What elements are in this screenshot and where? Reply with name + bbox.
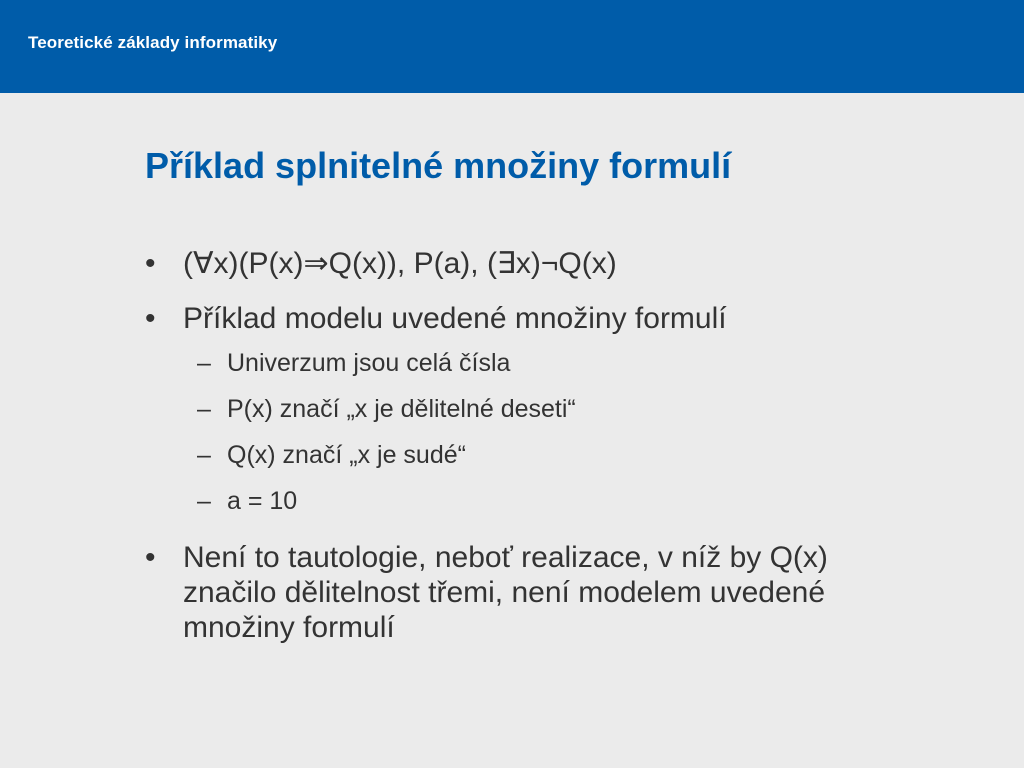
slide-title: Příklad splnitelné množiny formulí (145, 145, 732, 186)
sub-marker: – (197, 349, 211, 377)
bullet-marker: • (145, 247, 156, 280)
header-bar (0, 0, 1024, 93)
sub-item-text: a = 10 (227, 487, 298, 515)
sub-item-q-definition (145, 440, 945, 470)
sub-marker: – (197, 487, 211, 515)
course-title: Teoretické základy informatiky (28, 33, 278, 52)
bullet-formulas (145, 246, 945, 281)
bullet-text: Není to tautologie, neboť realizace, v níž by Q(x) značilo dělitelnost třemi, není modelem uvedené množiny formulí (183, 541, 828, 644)
bullet-text: (∀x)(P(x)⇒Q(x)), P(a), (∃x)¬Q(x) (183, 247, 617, 280)
bullet-text: Příklad modelu uvedené množiny formulí (183, 302, 727, 335)
bullet-not-tautology (145, 540, 945, 645)
bullet-marker: • (145, 541, 156, 574)
sub-marker: – (197, 441, 211, 469)
sub-item-text: P(x) značí „x je dělitelné deseti“ (227, 395, 576, 423)
bullet-model-example (145, 301, 945, 336)
sub-item-text: Q(x) značí „x je sudé“ (227, 441, 466, 469)
sub-item-p-definition (145, 394, 945, 424)
bullet-marker: • (145, 302, 156, 335)
slide-content (145, 246, 945, 665)
sub-item-a-value (145, 486, 945, 516)
sub-item-text: Univerzum jsou celá čísla (227, 349, 511, 377)
sub-item-universe (145, 348, 945, 378)
sub-marker: – (197, 395, 211, 423)
